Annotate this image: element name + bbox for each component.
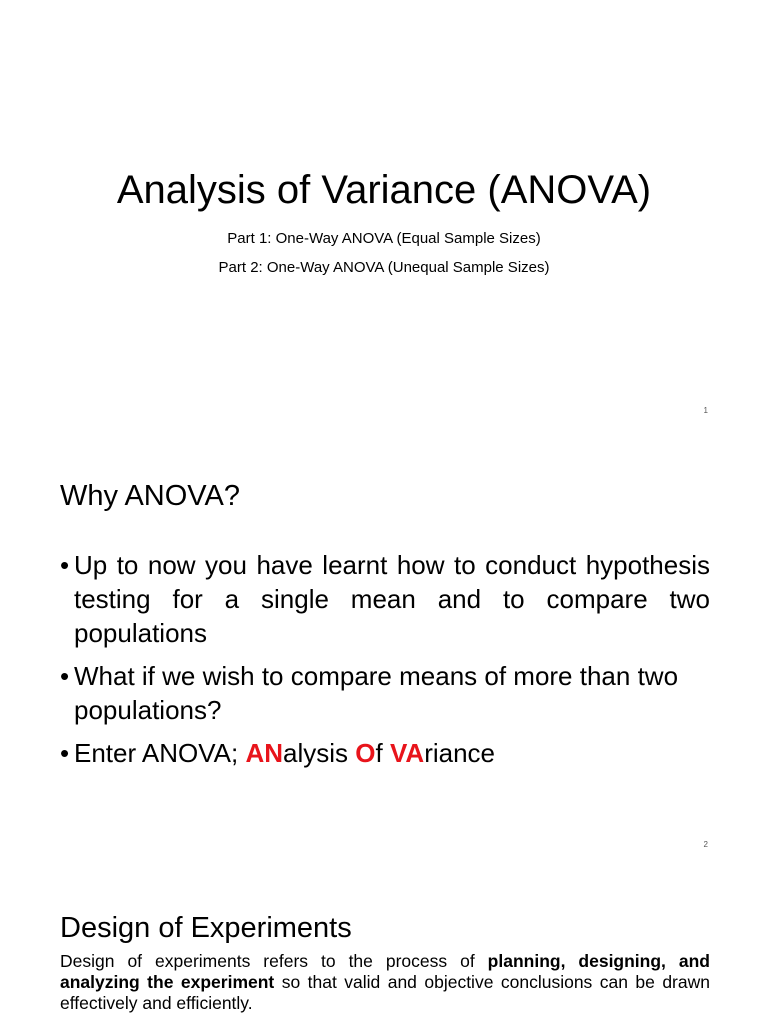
slide-title: Analysis of Variance (ANOVA): [116, 168, 652, 212]
slide-subtitle-part-1: Part 1: One-Way ANOVA (Equal Sample Sizes): [227, 230, 541, 247]
bullet-text: riance: [424, 738, 496, 768]
bullet-item: [60, 736, 710, 770]
page-number: 2: [703, 840, 708, 849]
bullet-item: [60, 659, 710, 727]
slide-1: [0, 0, 768, 432]
slide-body-text: [60, 951, 710, 1014]
body-text-bold: planning, designing, and analyzing the experiment: [60, 951, 710, 992]
slide-subtitle-part-2: Part 2: One-Way ANOVA (Unequal Sample Sizes): [218, 259, 550, 276]
bullet-marker: •: [60, 738, 70, 768]
bullet-marker: •: [60, 661, 70, 691]
page-number: 1: [703, 406, 708, 415]
bullet-text-prefix: Enter ANOVA;: [74, 738, 246, 768]
bullet-item: [60, 548, 710, 650]
bullet-text: Up to now you have learnt how to conduct hypothesis testing for a single mean and to compare two populations: [74, 550, 710, 648]
body-text: so that valid and objective conclusions can be drawn effectively and efficiently.: [60, 972, 710, 1013]
slide-2: [0, 432, 768, 864]
slide-title: Why ANOVA?: [60, 480, 240, 512]
slide-title: Design of Experiments: [60, 912, 352, 944]
acronym-highlight: AN: [245, 738, 284, 768]
bullet-marker: •: [60, 550, 70, 580]
slide-3: [0, 864, 768, 1024]
acronym-highlight: O: [355, 738, 376, 768]
bullet-list: [60, 548, 710, 779]
acronym-highlight: VA: [389, 738, 425, 768]
bullet-text: alysis: [283, 738, 356, 768]
bullet-text: f: [375, 738, 390, 768]
body-text: Design of experiments refers to the process of: [60, 951, 488, 971]
bullet-text: What if we wish to compare means of more than two populations?: [74, 661, 679, 725]
